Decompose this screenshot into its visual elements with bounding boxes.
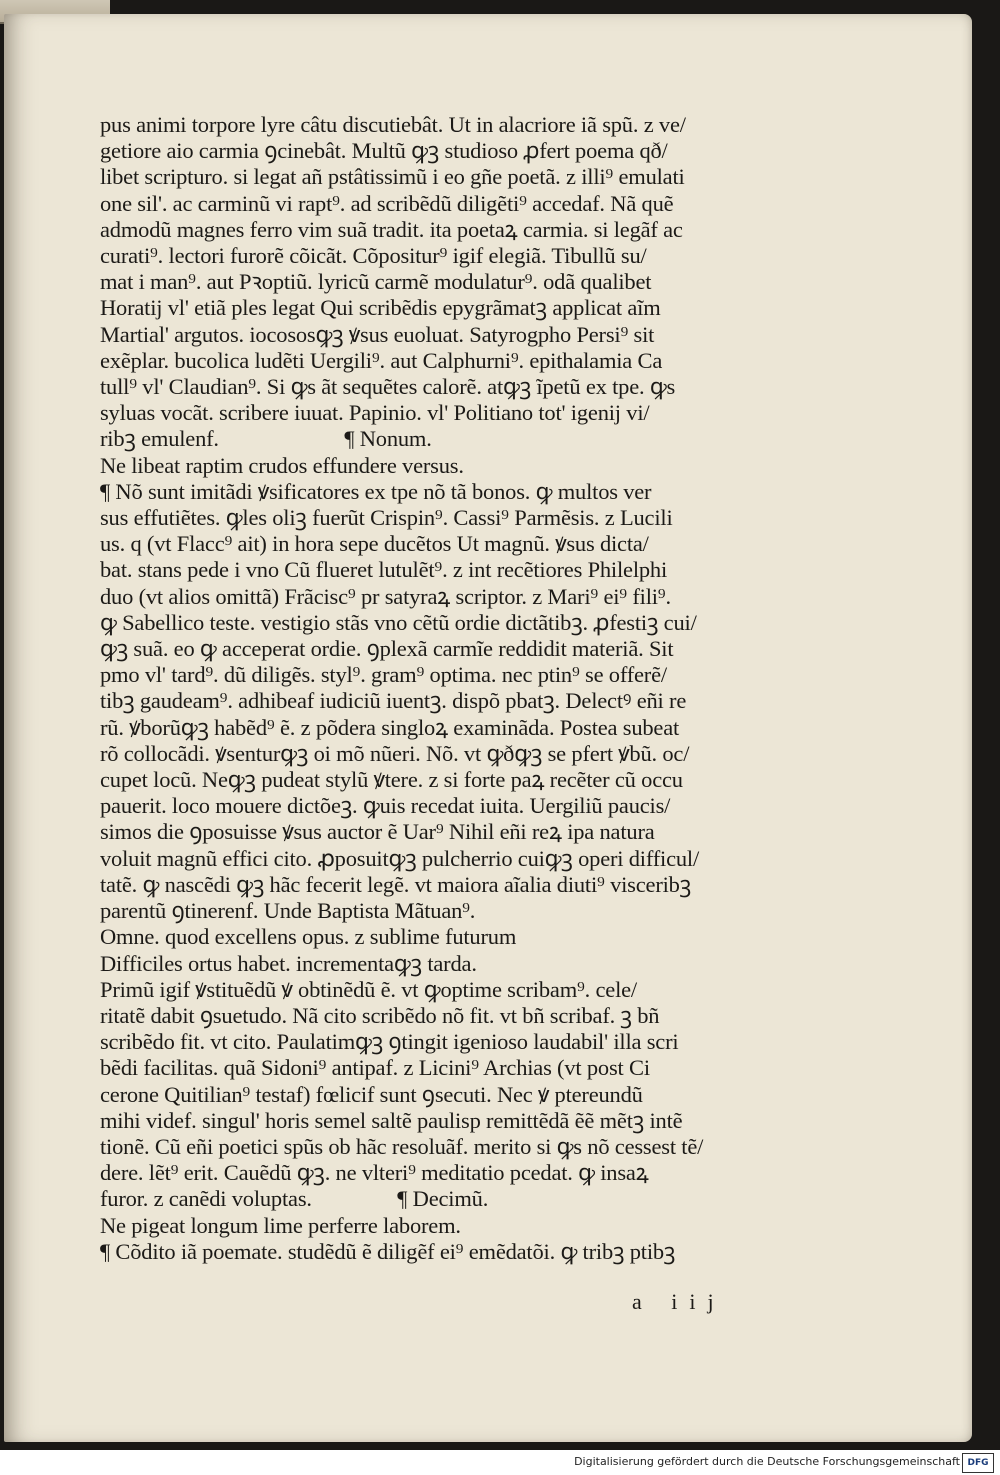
- text-line: us. q (vt Flacc⁹ ait) in hora sepe ducẽtos Ut magnũ. ꝟsus dicta/: [100, 531, 649, 557]
- text-line: dere. lẽt⁹ erit. Cauẽdũ ꝙꝫ. ne vlteri⁹ meditatio pcedat. ꝙ insaꝝ: [100, 1160, 649, 1186]
- dfg-logo-icon: DFG: [962, 1453, 994, 1473]
- text-line-with-heading: [100, 426, 760, 452]
- text-line: Martial' argutos. iocososꝙꝫ ꝟsus euoluat. Satyrogpho Persi⁹ sit: [100, 321, 655, 347]
- text-line: exẽplar. bucolica ludẽti Uergili⁹. aut Calphurni⁹. epithalamia Ca: [100, 347, 663, 373]
- footer-credit: Digitalisierung gefördert durch die Deutsche Forschungsgemeinschaft: [574, 1455, 960, 1468]
- text-line: ¶ Cõdito iã poemate. studẽdũ ẽ diligẽf ei⁹ emẽdatõi. ꝙ tribꝫ ptibꝫ: [100, 1238, 676, 1264]
- text-line: voluit magnũ effici cito. ꝓposuitꝙꝫ pulcherrio cuiꝙꝫ operi difficul/: [100, 845, 700, 871]
- text-line: pauerit. loco mouere dictõeꝫ. ꝙuis recedat iuita. Uergiliũ paucis/: [100, 793, 671, 819]
- text-line: one sil'. ac carminũ vi rapt⁹. ad scribẽdũ diligẽti⁹ accedaf. Nã quẽ: [100, 190, 674, 216]
- text-line: Primũ igif ꝟstituẽdũ ꝟ obtinẽdũ ẽ. vt ꝙoptime scribam⁹. cele/: [100, 976, 637, 1002]
- text-line: cupet locũ. Neꝙꝫ pudeat stylũ ꝟtere. z si forte paꝝ recẽter cũ occu: [100, 767, 683, 793]
- text-line: rõ collocãdi. ꝟsenturꝙꝫ oi mõ nũeri. Nõ. vt ꝙðꝙꝫ se pfert ꝟbũ. oc/: [100, 740, 690, 766]
- text-line: pmo vl' tard⁹. dũ diligẽs. styl⁹. gram⁹ optima. nec ptin⁹ se offerẽ/: [100, 662, 667, 688]
- text-line: admodũ magnes ferro vim suã tradit. ita poetaꝝ carmia. si legãf ac: [100, 216, 683, 242]
- text-fragment: ribꝫ emulenf.: [100, 426, 219, 452]
- text-line: ꝙ Sabellico teste. vestigio stãs vno cẽtũ ordie dictãtibꝫ. ꝓfestiꝫ cui/: [100, 609, 697, 635]
- text-line: simos die ꝯposuisse ꝟsus auctor ẽ Uar⁹ Nihil eñi reꝝ ipa natura: [100, 819, 655, 845]
- verse-line: Omne. quod excellens opus. z sublime futurum: [100, 924, 517, 950]
- text-line: ritatẽ dabit ꝯsuetudo. Nã cito scribẽdo nõ fit. vt bñ scribaf. ꝫ bñ: [100, 1002, 660, 1028]
- section-heading-nonum: ¶ Nonum.: [344, 426, 432, 452]
- verse-line: Difficiles ortus habet. incrementaꝙꝫ tarda.: [100, 950, 477, 976]
- text-fragment: furor. z canẽdi voluptas.: [100, 1186, 312, 1212]
- text-line: mihi videf. singul' horis semel saltẽ paulisp remittẽdã ẽẽ mẽtꝫ intẽ: [100, 1107, 683, 1133]
- text-line: mat i man⁹. aut Pꝛoptiũ. lyricũ carmẽ modulatur⁹. odã qualibet: [100, 269, 652, 295]
- footer-bar: [0, 1450, 1000, 1475]
- text-line: tionẽ. Cũ eñi poetici spũs ob hãc resoluãf. merito si ꝙs nõ cessest tẽ/: [100, 1133, 704, 1159]
- page-text: [100, 112, 760, 1265]
- text-line: parentũ ꝯtinerenf. Unde Baptista Mãtuan⁹.: [100, 898, 476, 924]
- text-line: scribẽdo fit. vt cito. Paulatimꝙꝫ ꝯtingit igenioso laudabil' illa scri: [100, 1029, 679, 1055]
- text-line: pus animi torpore lyre câtu discutiebât. Ut in alacriore iã spũ. z ve/: [100, 112, 686, 137]
- book-page: [4, 14, 972, 1442]
- text-line: Horatij vl' etiã ples legat Qui scribẽdis epygrãmatꝫ applicat aĩm: [100, 295, 661, 321]
- text-line: rũ. ꝟborũꝙꝫ habẽd⁹ ẽ. z põdera singloꝝ examinãda. Postea subeat: [100, 714, 680, 740]
- text-line: cerone Quitilian⁹ testaf) fœlicif sunt ꝯsecuti. Nec ꝟ ptereundũ: [100, 1081, 643, 1107]
- text-line: getiore aio carmia ꝯcinebât. Multũ ꝙꝫ studioso ꝓfert poema qð/: [100, 138, 668, 164]
- text-line: bẽdi facilitas. quã Sidoni⁹ antipaf. z Licini⁹ Archias (vt post Ci: [100, 1055, 650, 1081]
- text-line-with-heading: [100, 1186, 760, 1212]
- text-line: sus effutiẽtes. ꝙles oliꝫ fuerũt Crispin⁹. Cassi⁹ Parmẽsis. z Lucili: [100, 505, 673, 531]
- text-line: tatẽ. ꝙ nascẽdi ꝙꝫ hãc fecerit legẽ. vt maiora aĩalia diuti⁹ visceribꝫ: [100, 871, 692, 897]
- signature-mark: a iij: [632, 1289, 726, 1314]
- text-line: duo (vt alios omittã) Frãcisc⁹ pr satyraꝝ scriptor. z Mari⁹ ei⁹ fili⁹.: [100, 583, 671, 609]
- text-line: tibꝫ gaudeam⁹. adhibeaf iudiciũ iuentꝫ. dispõ pbatꝫ. Delectꝰ eñi re: [100, 688, 687, 714]
- text-line: ꝙꝫ suã. eo ꝙ acceperat ordie. ꝯplexã carmĩe reddidit materiã. Sit: [100, 636, 674, 662]
- text-line: libet scripturo. si legat añ pstâtissimũ i eo gñe poetã. z illi⁹ emulati: [100, 164, 685, 190]
- text-line: ¶ Nõ sunt imitãdi ꝟsificatores ex tpe nõ tã bonos. ꝙ multos ver: [100, 478, 652, 504]
- text-line: syluas vocãt. scribere iuuat. Papinio. vl' Politiano tot' igenij vi/: [100, 400, 650, 426]
- text-line: tull⁹ vl' Claudian⁹. Si ꝙs ãt sequẽtes calorẽ. atꝙꝫ ĩpetũ ex tpe. ꝙs: [100, 374, 676, 400]
- text-line: bat. stans pede i vno Cũ flueret lutulẽt⁹. z int recẽtiores Philelphi: [100, 557, 668, 583]
- text-line: curati⁹. lectori furorẽ cõicãt. Cõpositur⁹ igif elegiã. Tibullũ su/: [100, 243, 647, 269]
- verse-line: Ne pigeat longum lime perferre laborem.: [100, 1212, 461, 1238]
- section-heading-decimum: ¶ Decimũ.: [397, 1186, 489, 1212]
- verse-line: Ne libeat raptim crudos effundere versus.: [100, 452, 464, 478]
